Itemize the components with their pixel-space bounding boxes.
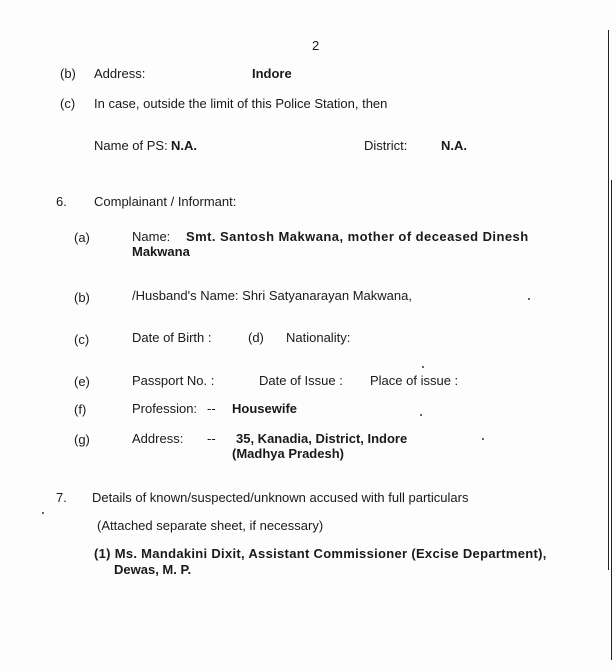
district-value: N.A. [441, 138, 467, 153]
complainant-name-line2: Makwana [132, 244, 190, 259]
item-c-label: (c) [60, 96, 76, 111]
date-of-birth-label: Date of Birth : [132, 330, 212, 345]
profession-dash: -- [207, 401, 216, 416]
outside-limit-text: In case, outside the limit of this Police Station, then [94, 96, 388, 111]
date-of-issue-label: Date of Issue : [259, 373, 343, 388]
item-6c-label: (c) [74, 332, 90, 347]
item-6g-label: (g) [74, 432, 90, 447]
scan-speck [528, 298, 530, 300]
district-label: District: [364, 138, 408, 153]
complainant-name-line1: Smt. Santosh Makwana, mother of deceased Dinesh [186, 229, 529, 244]
section-6-number: 6. [56, 194, 67, 209]
scan-speck [42, 512, 44, 514]
section-6-title: Complainant / Informant: [94, 194, 237, 209]
accused-line1: (1) Ms. Mandakini Dixit, Assistant Commissioner (Excise Department), [94, 546, 547, 561]
item-6b-label: (b) [74, 290, 90, 305]
profession-label: Profession: [132, 401, 198, 416]
address-label: Address: [94, 66, 146, 81]
section-7-number: 7. [56, 490, 67, 505]
scan-edge-line [608, 30, 609, 570]
attached-sheet-note: (Attached separate sheet, if necessary) [97, 518, 324, 533]
section-7-title: Details of known/suspected/unknown accused with full particulars [92, 490, 469, 505]
profession-value: Housewife [232, 401, 298, 416]
complainant-address-line1: 35, Kanadia, District, Indore [236, 431, 408, 446]
scan-edge-line-2 [611, 180, 612, 660]
item-6f-label: (f) [74, 402, 87, 417]
ps-value: N.A. [171, 138, 197, 153]
accused-line2: Dewas, M. P. [114, 562, 192, 577]
scan-speck [422, 366, 424, 368]
item-6d-label: (d) [248, 330, 264, 345]
nationality-label: Nationality: [286, 330, 351, 345]
item-6a-label: (a) [74, 230, 90, 245]
item-6e-label: (e) [74, 374, 90, 389]
item-b-label: (b) [60, 66, 76, 81]
address-dash: -- [207, 431, 216, 446]
page-number: 2 [312, 38, 320, 53]
passport-label: Passport No. : [132, 373, 215, 388]
name-label: Name: [132, 229, 171, 244]
place-of-issue-label: Place of issue : [370, 373, 459, 388]
address-value: Indore [252, 66, 292, 81]
complainant-address-label: Address: [132, 431, 184, 446]
scan-speck [482, 438, 484, 440]
husband-name: /Husband's Name: Shri Satyanarayan Makwana, [132, 288, 412, 303]
complainant-address-line2: (Madhya Pradesh) [232, 446, 344, 461]
scan-speck [420, 414, 422, 416]
ps-label: Name of PS: [94, 138, 168, 153]
